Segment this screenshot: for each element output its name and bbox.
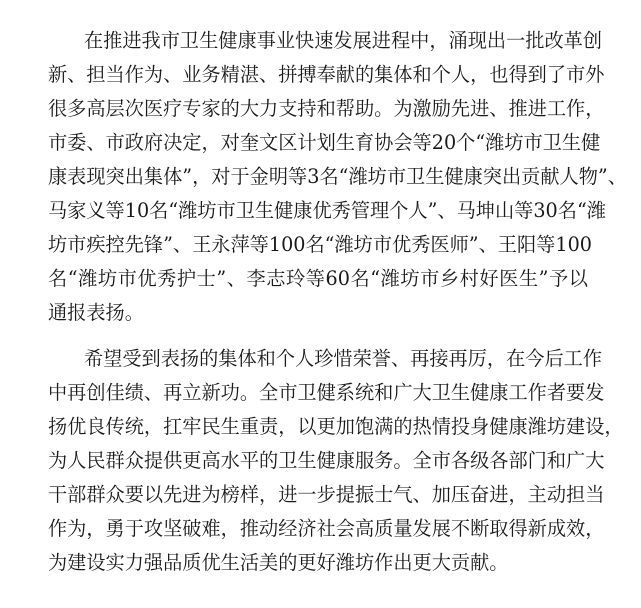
text-line: 市委、市政府决定，对奎文区计划生育协会等20个“潍坊市卫生健 — [48, 131, 601, 154]
text-line: 扬优良传统，扛牢民生重责，以更加饱满的热情投身健康潍坊建设， — [48, 415, 624, 438]
text-line: 新、担当作为、业务精湛、拼搏奉献的集体和个人，也得到了市外 — [48, 63, 605, 86]
text-line: 名“潍坊市优秀护士”、李志玲等60名“潍坊市乡村好医生”予以 — [48, 267, 588, 290]
text-line: 马家义等10名“潍坊市卫生健康优秀管理个人”、马坤山等30名“潍 — [48, 199, 606, 222]
text-line: 为人民群众提供更高水平的卫生健康服务。全市各级各部门和广大 — [48, 449, 605, 472]
text-line: 希望受到表扬的集体和个人珍惜荣誉、再接再厉，在今后工作 — [84, 347, 603, 370]
text-line: 康表现突出集体”，对于金明等3名“潍坊市卫生健康突出贡献人物”、 — [48, 165, 627, 188]
text-line: 干部群众要以先进为榜样，进一步提振士气、加压奋进，主动担当 — [48, 483, 605, 506]
text-line: 为建设实力强品质优生活美的更好潍坊作出更大贡献。 — [48, 551, 509, 574]
text-line: 作为，勇于攻坚破难，推动经济社会高质量发展不断取得新成效， — [48, 517, 605, 540]
text-line: 通报表扬。 — [48, 301, 144, 324]
text-line: 在推进我市卫生健康事业快速发展进程中，涌现出一批改革创 — [84, 29, 603, 52]
text-line: 坊市疾控先锋”、王永萍等100名“潍坊市优秀医师”、王阳等100 — [48, 233, 592, 256]
text-line: 很多高层次医疗专家的大力支持和帮助。为激励先进、推进工作， — [48, 97, 605, 120]
text-line: 中再创佳绩、再立新功。全市卫健系统和广大卫生健康工作者要发 — [48, 381, 605, 404]
